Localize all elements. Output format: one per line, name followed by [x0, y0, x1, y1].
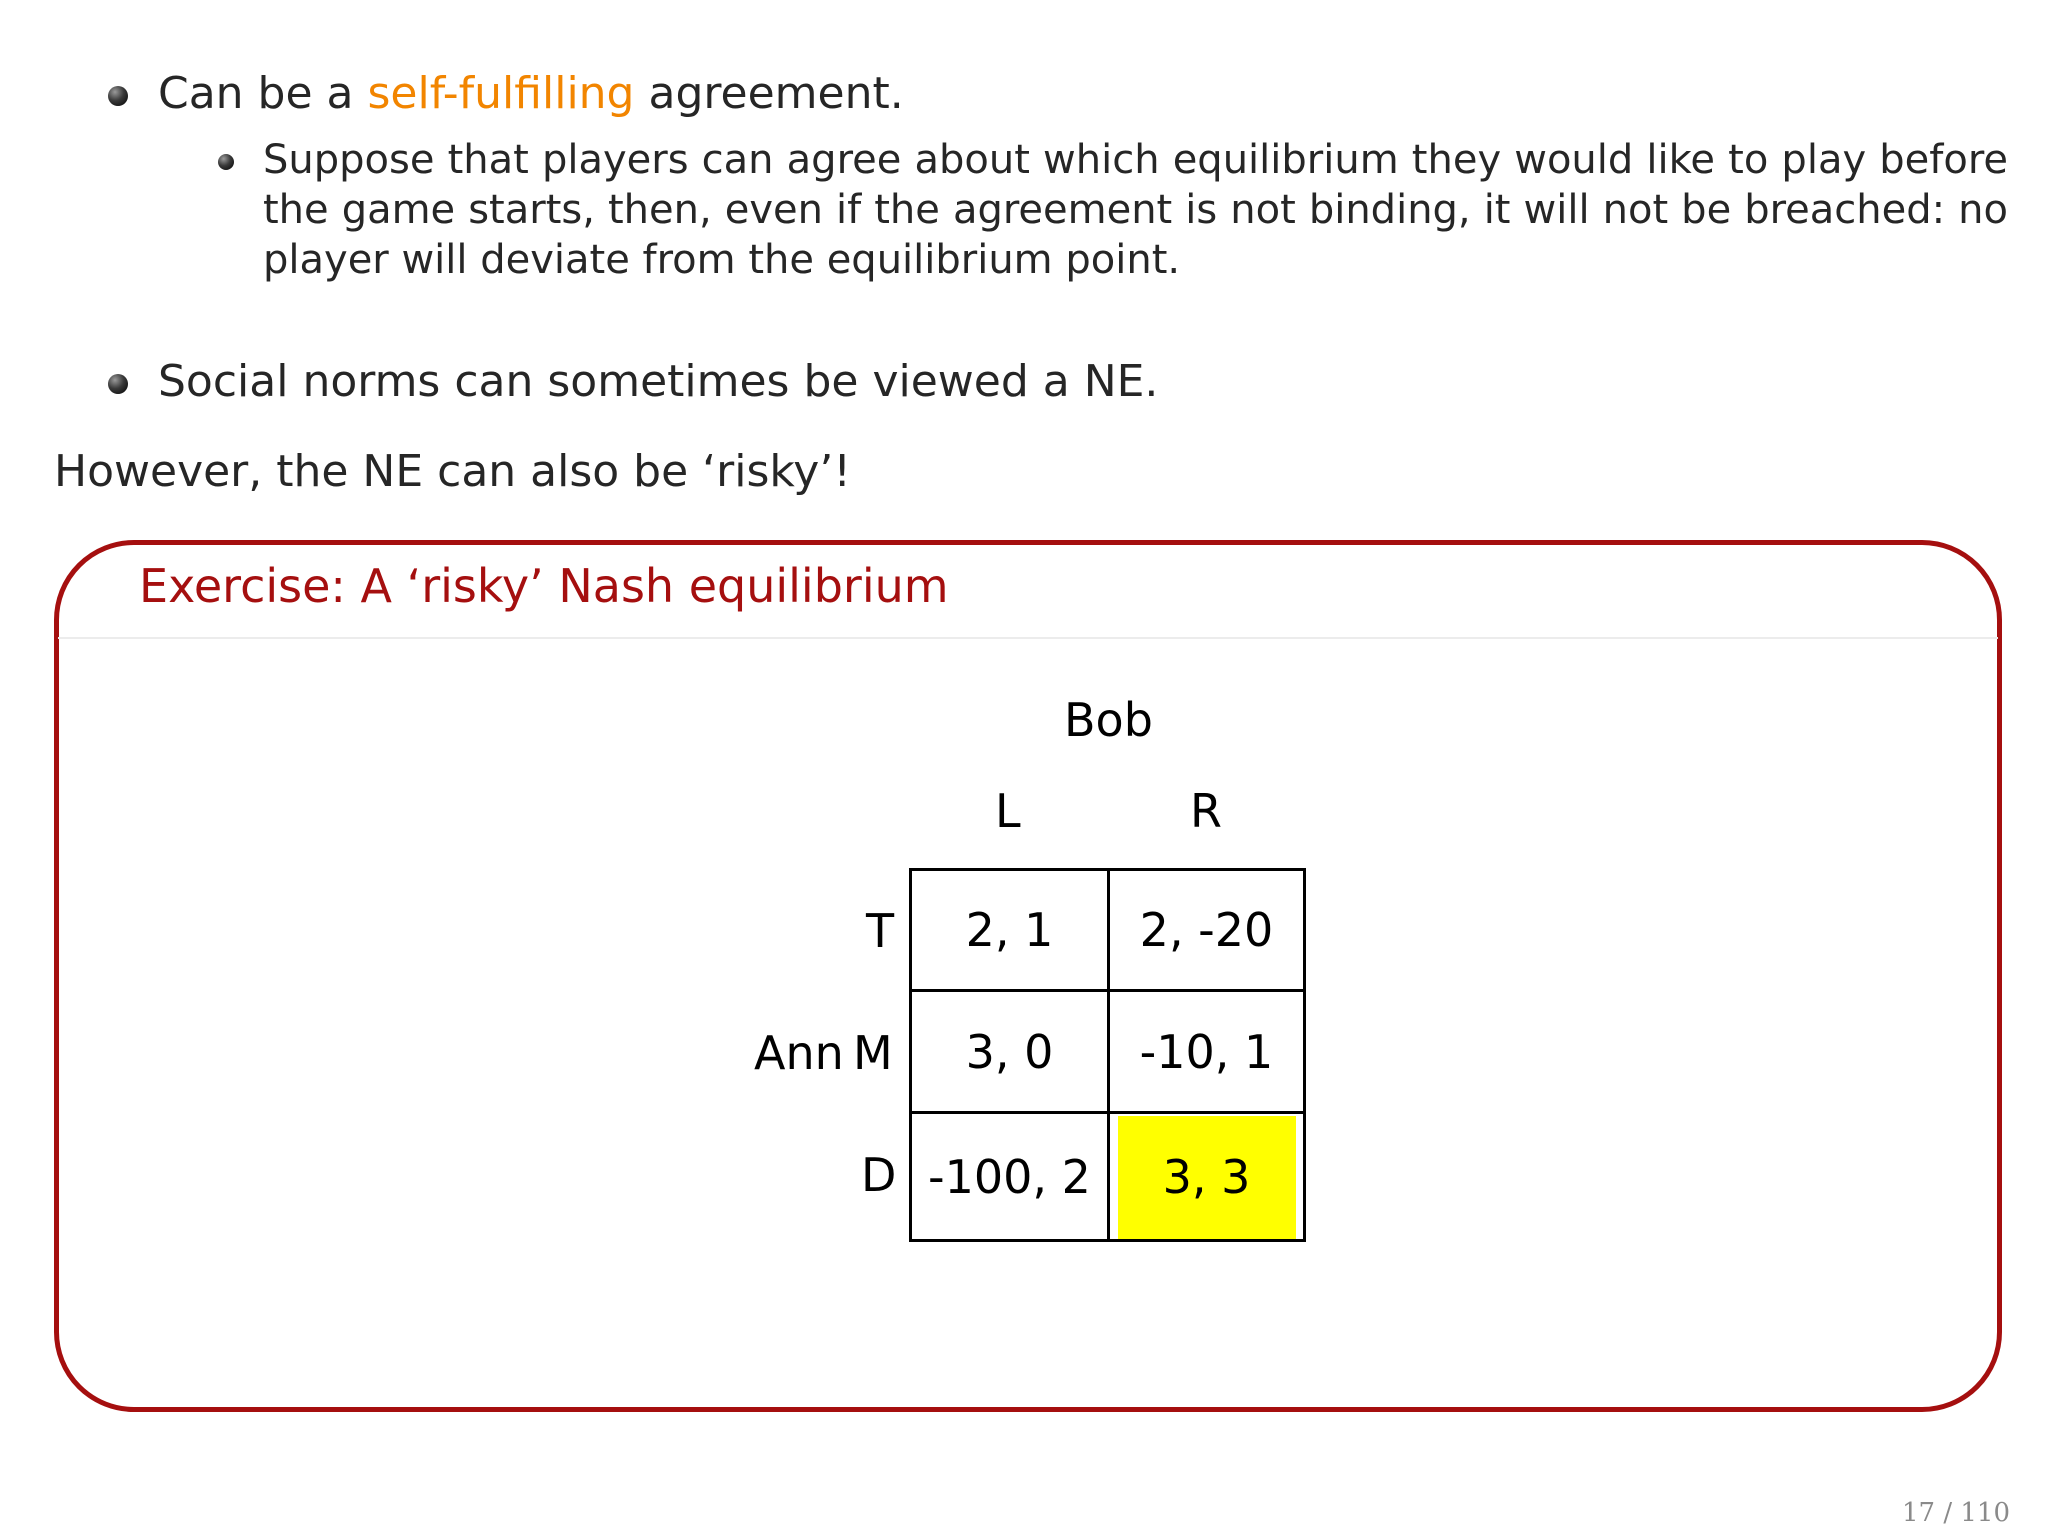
bullet-marker	[108, 374, 128, 394]
column-label-R: R	[1190, 784, 1222, 838]
payoff-matrix	[909, 868, 1306, 1242]
bullet-text-social-norms: Social norms can sometimes be viewed a NE.	[158, 356, 1159, 407]
payoff-cell-M-R: -10, 1	[1139, 1024, 1274, 1079]
payoff-cell-T-R: 2, -20	[1139, 903, 1274, 957]
closing-text: However, the NE can also be ‘risky’!	[54, 446, 851, 497]
column-player-label: Bob	[1064, 693, 1153, 747]
bullet-marker	[108, 86, 128, 106]
exercise-title: Exercise: A ‘risky’ Nash equilibrium	[139, 559, 949, 613]
row-label-D: D	[861, 1148, 897, 1202]
page-number: 17 / 110	[1902, 1498, 2010, 1528]
bullet-suffix: agreement.	[634, 68, 904, 119]
exercise-title-divider	[58, 637, 1998, 639]
bullet-text-self-fulfilling	[158, 68, 904, 120]
sub-bullet-marker	[218, 154, 234, 170]
payoff-cell-M-L: 3, 0	[965, 1024, 1054, 1079]
highlighted-term: self-fulfilling	[367, 68, 635, 119]
payoff-cell-D-L: -100, 2	[928, 1149, 1091, 1204]
row-player-label: Ann	[754, 1026, 844, 1080]
row-label-T: T	[866, 904, 895, 958]
bullet-prefix: Can be a	[158, 68, 368, 119]
sub-bullet-line-1: Suppose that players can agree about which equilibrium they would like to play before	[263, 137, 2008, 183]
payoff-cell-T-L: 2, 1	[965, 903, 1054, 957]
sub-bullet-line-2: the game starts, then, even if the agreement is not binding, it will not be breached: no	[263, 187, 2008, 233]
payoff-cell-D-R: 3, 3	[1162, 1149, 1251, 1204]
column-label-L: L	[995, 784, 1021, 838]
sub-bullet-line-3: player will deviate from the equilibrium point.	[263, 237, 1181, 283]
row-label-M: M	[853, 1026, 893, 1080]
